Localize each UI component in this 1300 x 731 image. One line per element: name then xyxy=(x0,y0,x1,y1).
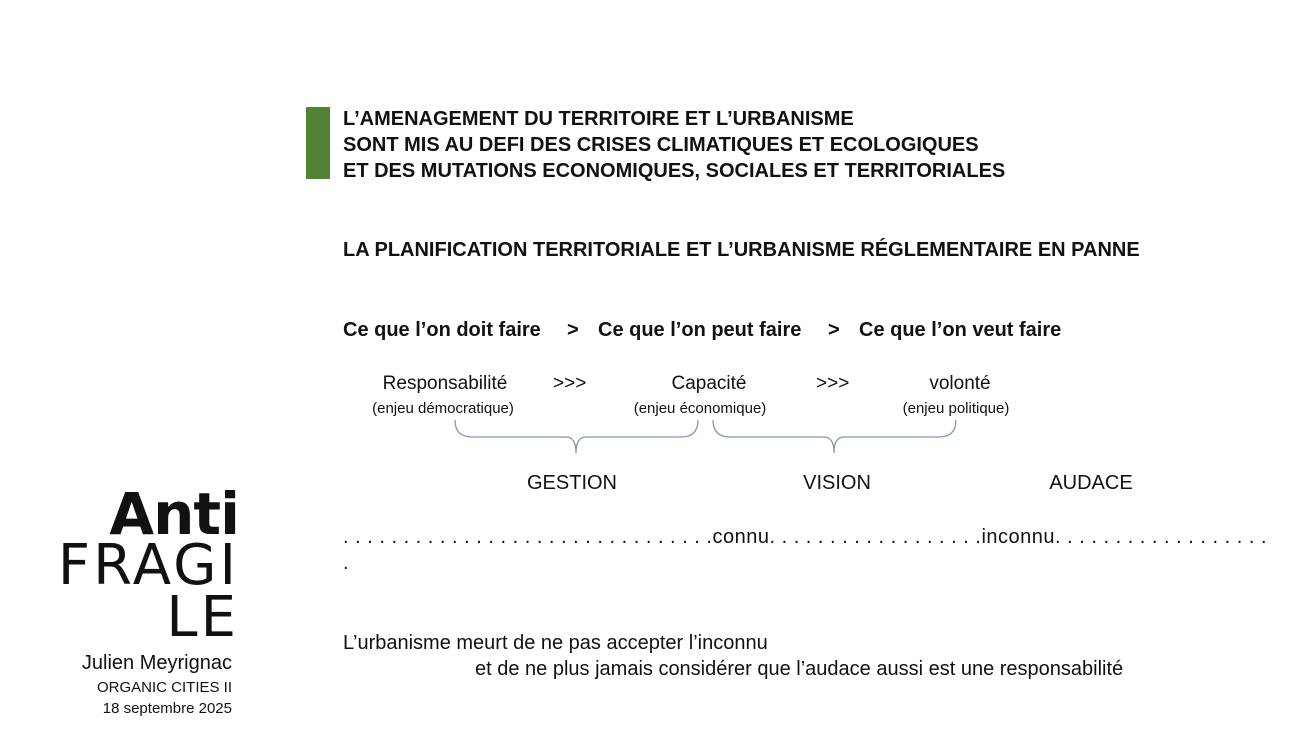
sequence-separator-1: > xyxy=(567,319,579,341)
heading-line-1: L’AMENAGEMENT DU TERRITOIRE ET L’URBANISME xyxy=(343,108,854,130)
word-inconnu: inconnu xyxy=(981,526,1056,548)
sequence-item-2: Ce que l’on peut faire xyxy=(598,319,802,341)
sequence-separator-2: > xyxy=(828,319,840,341)
concept-note-politique: (enjeu politique) xyxy=(902,400,1010,417)
concept-arrow-2: >>> xyxy=(816,373,850,394)
concept-responsabilite: Responsabilité xyxy=(382,373,508,394)
dotted-seg-1: . . . . . . . . . . . . . . . . . . . . . . . . . . . . . . . xyxy=(343,526,713,548)
sequence-item-1: Ce que l’on doit faire xyxy=(343,319,541,341)
dotted-seg-2: . . . . . . . . . . . . . . . . . . xyxy=(769,526,982,548)
grouping-braces xyxy=(440,415,980,460)
event-name: ORGANIC CITIES II xyxy=(96,679,232,696)
concept-note-economique: (enjeu économique) xyxy=(633,400,767,417)
antifragile-logo xyxy=(57,480,239,650)
logo-line-anti: Anti xyxy=(109,480,239,548)
quote-line-1: L’urbanisme meurt de ne pas accepter l’inconnu xyxy=(343,632,768,654)
dotted-seg-3: . . . . . . . . . . . . . . . . . . xyxy=(1055,526,1267,548)
concept-volonte: volonté xyxy=(929,373,991,394)
brace-gestion xyxy=(455,420,698,453)
dotted-line xyxy=(343,526,1267,549)
logo-line-fragi: FRAGI xyxy=(57,533,239,598)
concept-note-democratique: (enjeu démocratique) xyxy=(372,400,514,417)
sequence-item-3: Ce que l’on veut faire xyxy=(859,319,1062,341)
author-name: Julien Meyrignac xyxy=(81,652,232,674)
heading-accent-bar xyxy=(306,107,330,179)
concept-arrow-1: >>> xyxy=(553,373,587,394)
event-date: 18 septembre 2025 xyxy=(102,700,232,717)
quote-line-2: et de ne plus jamais considérer que l’audace aussi est une responsabilité xyxy=(475,658,1124,680)
brace-vision xyxy=(713,420,956,453)
heading-line-2: SONT MIS AU DEFI DES CRISES CLIMATIQUES ET ECOLOGIQUES xyxy=(343,134,979,156)
logo-line-le: LE xyxy=(166,585,239,650)
label-vision: VISION xyxy=(803,472,871,494)
dotted-line-tail: . xyxy=(343,552,350,574)
word-connu: connu xyxy=(712,526,770,548)
label-gestion: GESTION xyxy=(526,472,618,494)
label-audace: AUDACE xyxy=(1049,472,1133,494)
heading-line-3: ET DES MUTATIONS ECONOMIQUES, SOCIALES ET TERRITORIALES xyxy=(343,160,1006,182)
subheading: LA PLANIFICATION TERRITORIALE ET L’URBANISME RÉGLEMENTAIRE EN PANNE xyxy=(343,239,1140,261)
concept-capacite: Capacité xyxy=(671,373,747,394)
